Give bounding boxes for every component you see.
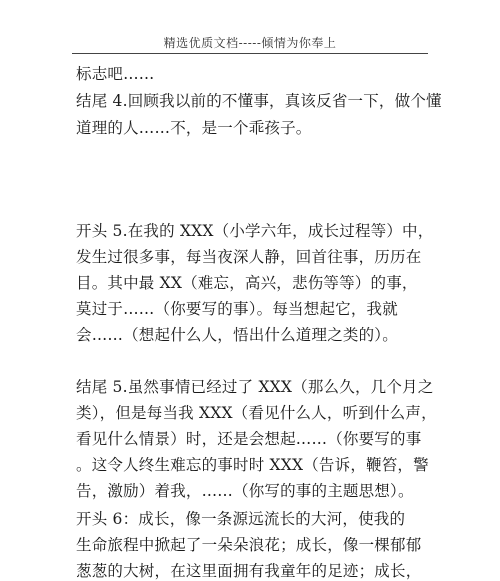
text-line: 看见什么情景）时，还是会想起……（你要写的事 [76,430,422,448]
text-line: 生命旅程中掀起了一朵朵浪花；成长，像一棵郁郁 [76,536,422,554]
text-line: 结尾 5.虽然事情已经过了 XXX（那么久，几个月之 [76,378,434,396]
header-divider [72,53,428,54]
text-line: 道理的人……不，是一个乖孩子。 [76,119,312,137]
text-line: 开头 6：成长，像一条源远流长的大河，使我的 [76,510,406,528]
text-line: 开头 5.在我的 XXX（小学六年，成长过程等）中， [76,222,434,240]
text-line: 类），但是每当我 XXX（看见什么人，听到什么声， [76,404,437,422]
text-line: 葱葱的大树，在这里面拥有我童年的足迹；成长， [76,562,422,580]
text-line: 发生过很多事，每当夜深人静，回首往事，历历在 [76,248,422,266]
text-line: 告，激励）着我，……（你写的事的主题思想）。 [76,482,414,500]
text-line: 莫过于……（你要写的事）。每当想起它，我就 [76,300,398,318]
text-line: 目。其中最 XX（难忘，高兴，悲伤等等）的事， [76,274,418,292]
text-line: 结尾 4.回顾我以前的不懂事，真该反省一下，做个懂 [76,92,442,110]
page-header: 精选优质文档-----倾情为你奉上 [163,36,337,50]
text-line: 会……（想起什么人，悟出什么道理之类的）。 [76,326,398,344]
text-line: 。这令人终生难忘的事时时 XXX（告诉，鞭笞，警 [76,456,429,474]
text-line: 标志吧…… [76,65,155,83]
